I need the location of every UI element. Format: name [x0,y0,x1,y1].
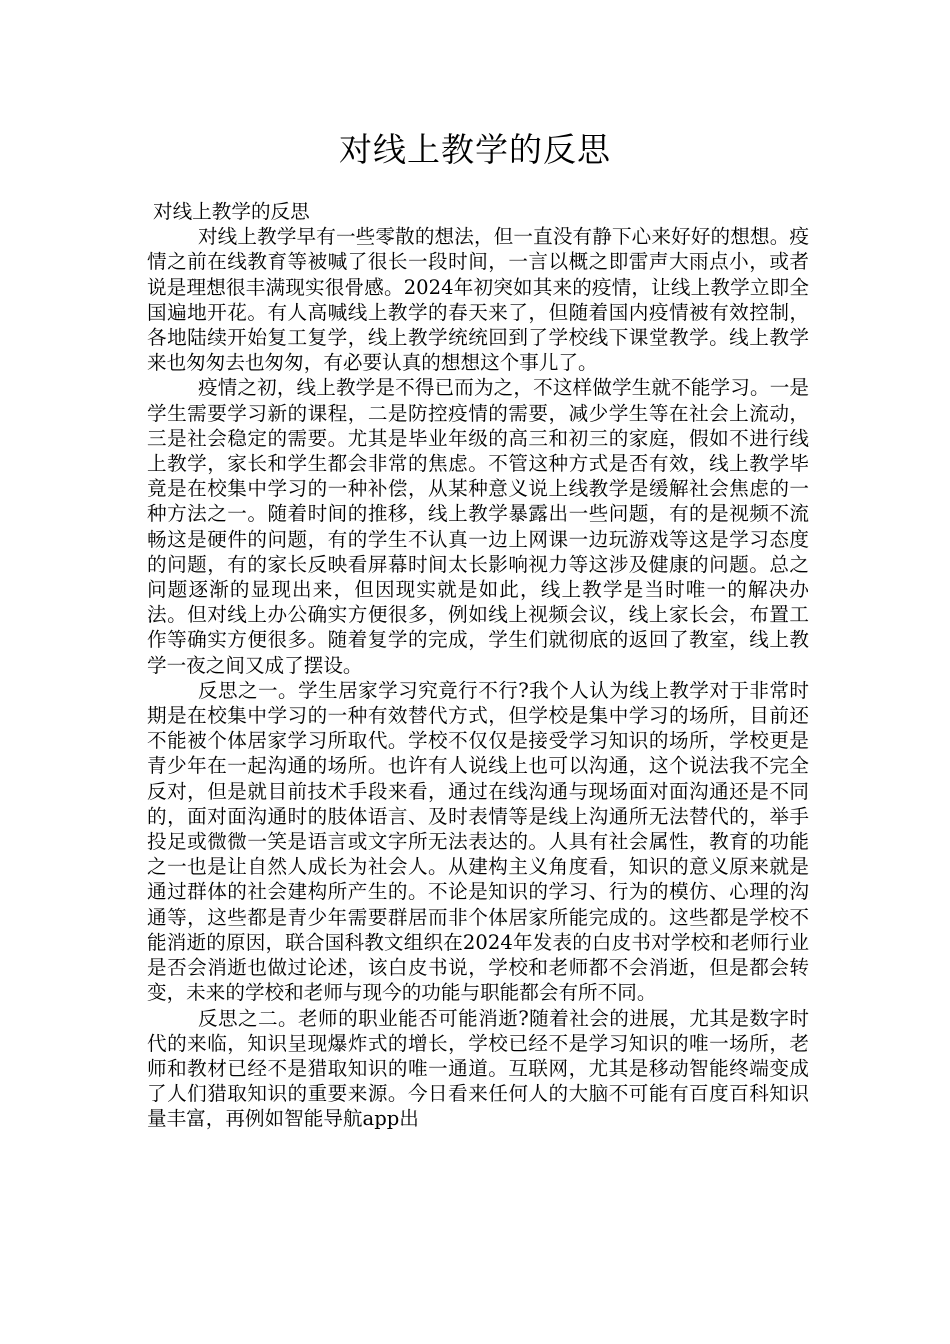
document-body [147,199,809,1132]
document-subtitle: 对线上教学的反思 [153,200,310,223]
document-title: 对线上教学的反思 [339,130,611,169]
paragraph-epidemic: 疫情之初，线上教学是不得已而为之，不这样做学生就不能学习。一是学生需要学习新的课程，二是防控疫情的需要，减少学生等在社会上流动，三是社会稳定的需要。尤其是毕业年级的高三和初三的家庭，假如不进行线上教学，家长和学生都会非常的焦虑。不管这种方式是否有效，线上教学毕竟是在校集中学习的一种补偿，从某种意义说上线教学是缓解社会焦虑的一种方法之一。随着时间的推移，线上教学暴露出一些问题，有的是视频不流畅这是硬件的问题，有的学生不认真一边上网课一边玩游戏等这是学习态度的问题，有的家长反映看屏幕时间太长影响视力等这涉及健康的问题。总之问题逐渐的显现出来，但因现实就是如此，线上教学是当时唯一的解决办法。但对线上办公确实方便很多，例如线上视频会议，线上家长会，布置工作等确实方便很多。随着复学的完成，学生们就彻底的返回了教室，线上教学一夜之间又成了摆设。 [147,376,809,677]
paragraph-reflection-one: 反思之一。学生居家学习究竟行不行?我个人认为线上教学对于非常时期是在校集中学习的一种有效替代方式，但学校是集中学习的场所，目前还不能被个体居家学习所取代。学校不仅仅是接受学习知识的场所，学校更是青少年在一起沟通的场所。也许有人说线上也可以沟通，这个说法我不完全反对，但是就目前技术手段来看，通过在线沟通与现场面对面沟通还是不同的，面对面沟通时的肢体语言、及时表情等是线上沟通所无法替代的，举手投足或微微一笑是语言或文字所无法表达的。人具有社会属性，教育的功能之一也是让自然人成长为社会人。从建构主义角度看，知识的意义原来就是通过群体的社会建构所产生的。不论是知识的学习、行为的模仿、心理的沟通等，这些都是青少年需要群居而非个体居家所能完成的。这些都是学校不能消逝的原因，联合国科教文组织在2024年发表的白皮书对学校和老师行业是否会消逝也做过论述，该白皮书说，学校和老师都不会消逝，但是都会转变，未来的学校和老师与现今的功能与职能都会有所不同。 [147,678,809,1005]
paragraph-intro: 对线上教学早有一些零散的想法，但一直没有静下心来好好的想想。疫情之前在线教育等被喊了很长一段时间，一言以概之即雷声大雨点小，或者说是理想很丰满现实很骨感。2024年初突如其来的疫情，让线上教学立即全国遍地开花。有人高喊线上教学的春天来了，但随着国内疫情被有效控制，各地陆续开始复工复学，线上教学统统回到了学校线下课堂教学。线上教学来也匆匆去也匆匆，有必要认真的想想这个事儿了。 [147,225,809,375]
paragraph-reflection-two: 反思之二。老师的职业能否可能消逝?随着社会的进展，尤其是数字时代的来临，知识呈现爆炸式的增长，学校已经不是学习知识的唯一场所，老师和教材已经不是猎取知识的唯一通道。互联网，尤其是移动智能终端变成了人们猎取知识的重要来源。今日看来任何人的大脑不可能有百度百科知识量丰富，再例如智能导航app出 [147,1006,809,1131]
